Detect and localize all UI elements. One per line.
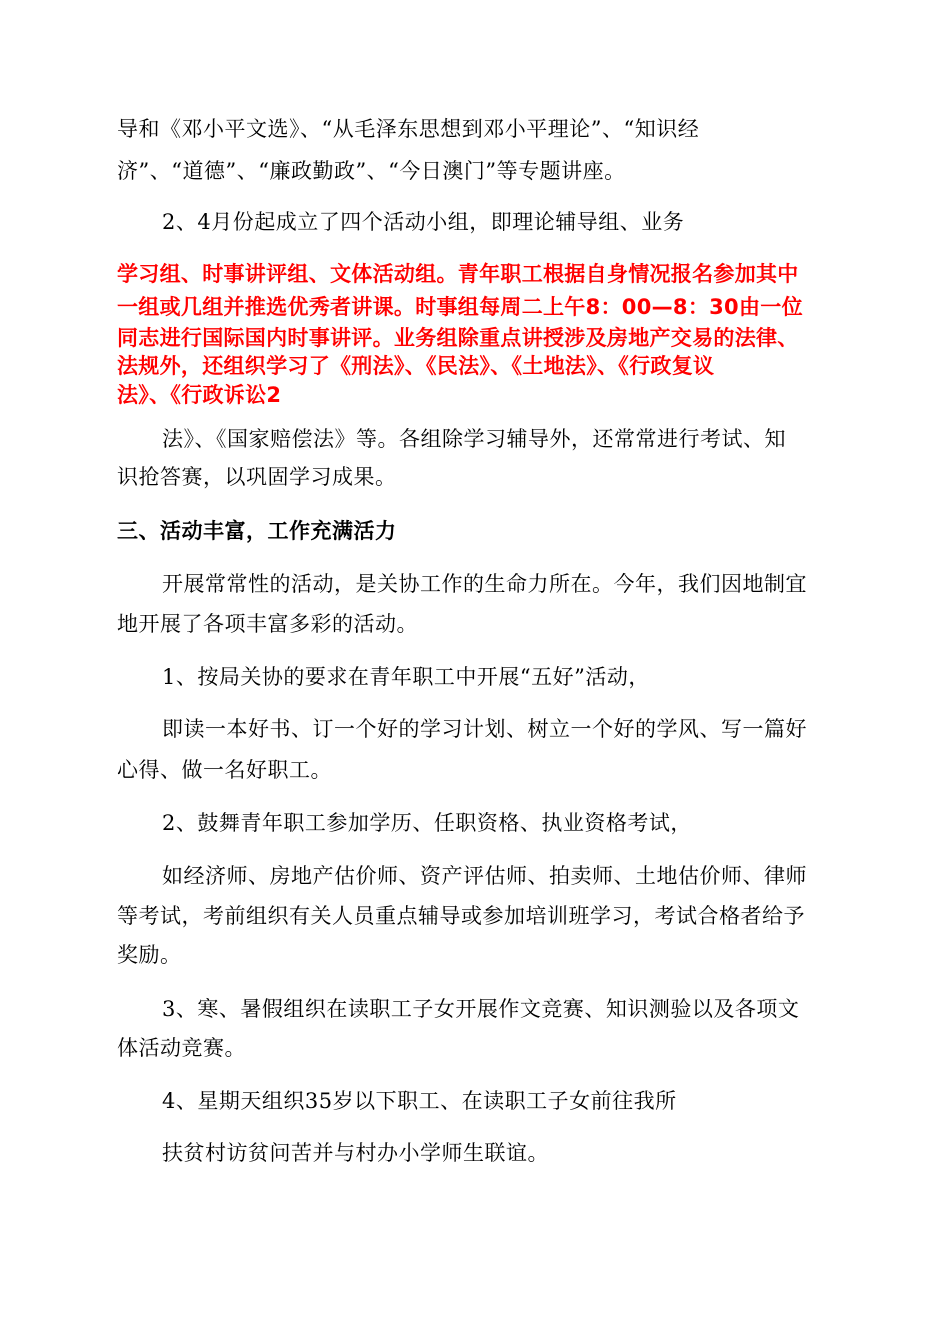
paragraph-line-11: 等考试，考前组织有关人员重点辅导或参加培训班学习，考试合格者给予 — [117, 904, 805, 928]
paragraph-line-5: 识抢答赛，以巩固学习成果。 — [117, 465, 397, 489]
paragraph-line-13: 体活动竞赛。 — [117, 1036, 246, 1060]
list-item-4: 4、星期天组织35岁以下职工、在读职工子女前往我所 — [162, 1089, 677, 1113]
paragraph-line-3: 2、4月份起成立了四个活动小组，即理论辅导组、业务 — [162, 210, 685, 234]
paragraph-line-8: 即读一本好书、订一个好的学习计划、树立一个好的学风、写一篇好 — [162, 717, 807, 741]
list-item-1: 1、按局关协的要求在青年职工中开展“五好”活动， — [162, 665, 650, 689]
paragraph-line-10: 如经济师、房地产估价师、资产评估师、拍卖师、土地估价师、律师 — [162, 864, 807, 888]
highlighted-line-4: 法规外，还组织学习了《刑法》、《民法》、《土地法》、《行政复议 — [117, 354, 715, 378]
paragraph-line-4: 法》、《国家赔偿法》等。各组除学习辅导外，还常常进行考试、知 — [162, 427, 786, 451]
highlighted-line-1: 学习组、时事讲评组、文体活动组。青年职工根据自身情况报名参加其中 — [117, 262, 799, 286]
section-heading: 三、活动丰富，工作充满活力 — [117, 519, 397, 543]
paragraph-line-1: 导和《邓小平文选》、“从毛泽东思想到邓小平理论”、“知识经 — [117, 117, 700, 141]
highlighted-line-3: 同志进行国际国内时事讲评。业务组除重点讲授涉及房地产交易的法律、 — [117, 326, 799, 350]
list-item-3: 3、寒、暑假组织在读职工子女开展作文竞赛、知识测验以及各项文 — [162, 997, 800, 1021]
paragraph-line-9: 心得、做一名好职工。 — [117, 758, 332, 782]
paragraph-line-6: 开展常常性的活动，是关协工作的生命力所在。今年，我们因地制宜 — [162, 572, 807, 596]
paragraph-line-2: 济”、“道德”、“廉政勤政”、“今日澳门”等专题讲座。 — [117, 159, 626, 183]
paragraph-line-12: 奖励。 — [117, 943, 182, 967]
paragraph-line-14: 扶贫村访贫问苦并与村办小学师生联谊。 — [162, 1141, 549, 1165]
list-item-2: 2、鼓舞青年职工参加学历、任职资格、执业资格考试， — [162, 811, 692, 835]
highlighted-line-2: 一组或几组并推选优秀者讲课。时事组每周二上午8：00—8：30由一位 — [117, 295, 803, 319]
paragraph-line-7: 地开展了各项丰富多彩的活动。 — [117, 612, 418, 636]
highlighted-line-5: 法》、《行政诉讼2 — [117, 383, 282, 407]
